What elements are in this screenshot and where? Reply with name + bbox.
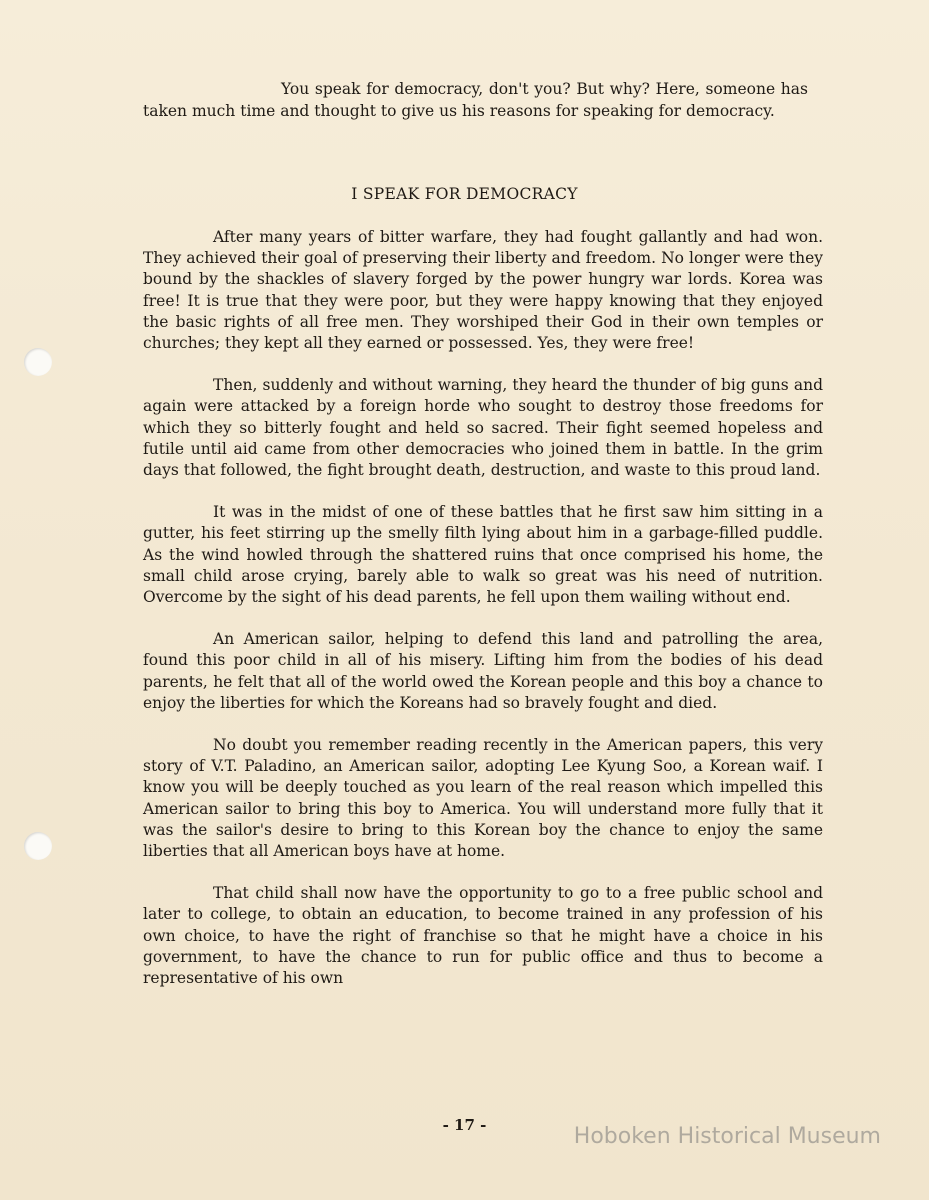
essay-title: I SPEAK FOR DEMOCRACY (351, 185, 578, 203)
intro-paragraph: You speak for democracy, don't you? But why? Here, someone has taken much time and thought to give us his reasons for speaking for democracy. (143, 80, 808, 120)
body-paragraph-2: Then, suddenly and without warning, they heard the thunder of big guns and again were attacked by a foreign horde who sought to destroy those freedoms for which they so bitterly fought and held so sacred. Their fight seemed hopeless and futile until aid came from other democracies who joined them in battle. In the grim days that followed, the fight brought death, destruction, and waste to this proud land. (143, 376, 823, 480)
body-paragraph-4: An American sailor, helping to defend this land and patrolling the area, found this poor child in all of his misery. Lifting him from the bodies of his dead parents, he felt that all of the world owed the Korean people and this boy a chance to enjoy the liberties for which the Koreans had so bravely fought and died. (143, 630, 823, 712)
body-paragraph-1: After many years of bitter warfare, they had fought gallantly and had won. They achieved their goal of preserving their liberty and freedom. No longer were they bound by the shackles of slavery forged by the power hungry war lords. Korea was free! It is true that they were poor, but they were happy knowing that they enjoyed the basic rights of all free men. They worshiped their God in their own temples or churches; they kept all they earned or possessed. Yes, they were free! (143, 228, 823, 353)
punch-hole-bottom (24, 832, 52, 860)
page-number: - 17 - (442, 1116, 487, 1134)
body-paragraph-6: That child shall now have the opportunity to go to a free public school and later to college, to obtain an education, to become trained in any profession of his own choice, to have the right of franchise so that he might have a choice in his government, to have the chance to run for public office and thus to become a representative of his own (143, 884, 823, 988)
body-paragraph-3: It was in the midst of one of these battles that he first saw him sitting in a gutter, his feet stirring up the smelly filth lying about him in a garbage-filled puddle. As the wind howled through the shattered ruins that once comprised his home, the small child arose crying, barely able to walk so great was his need of nutrition. Overcome by the sight of his dead parents, he fell upon them wailing without end. (143, 503, 823, 607)
body-paragraph-5: No doubt you remember reading recently in the American papers, this very story of V.T. Paladino, an American sailor, adopting Lee Kyung Soo, a Korean waif. I know you will be deeply touched as you learn of the real reason which impelled this American sailor to bring this boy to America. You will understand more fully that it was the sailor's desire to bring to this Korean boy the chance to enjoy the same liberties that all American boys have at home. (143, 736, 823, 861)
essay-body (143, 227, 823, 1010)
museum-watermark: Hoboken Historical Museum (573, 1124, 881, 1149)
punch-hole-top (24, 348, 52, 376)
